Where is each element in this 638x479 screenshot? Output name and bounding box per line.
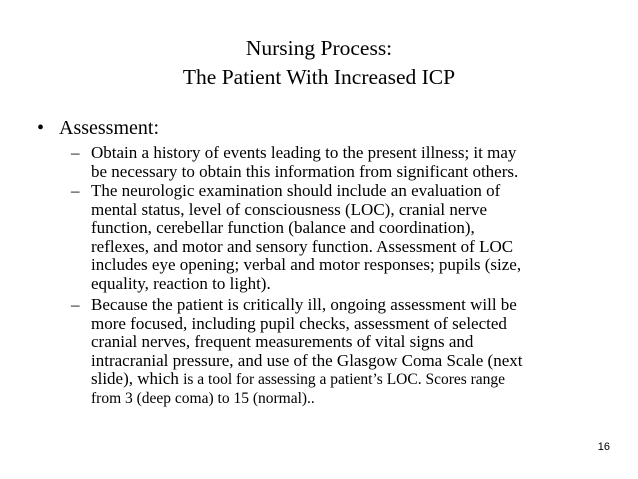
bullet-label: Assessment: <box>59 117 159 139</box>
page-number: 16 <box>597 441 610 453</box>
title-line-1: Nursing Process: <box>245 36 393 60</box>
dash-marker: – <box>71 143 80 162</box>
text-line: includes eye opening; verbal and motor responses; pupils (size, <box>91 255 522 275</box>
sub-item-history <box>71 144 611 181</box>
text-line: The neurologic examination should include an evaluation of <box>91 181 501 200</box>
text-line: cranial nerves, frequent measurements of vital signs and <box>91 332 474 352</box>
slide-title <box>0 34 638 92</box>
text-line: mental status, level of consciousness (LOC), cranial nerve <box>91 199 488 219</box>
text-line-small: is a tool for assessing a patient’s LOC. Scores range <box>183 371 506 389</box>
bullet-assessment <box>37 116 159 140</box>
text-line: be necessary to obtain this information from significant others. <box>91 161 519 181</box>
text-line-part: slide), which <box>91 369 184 389</box>
text-line: reflexes, and motor and sensory function. Assessment of LOC <box>91 236 514 256</box>
sub-item-ongoing-assessment <box>71 296 611 409</box>
text-line: equality, reaction to light). <box>91 273 271 293</box>
sub-item-neurologic-exam <box>71 182 611 294</box>
dash-marker: – <box>71 295 80 314</box>
text-line: Because the patient is critically ill, ongoing assessment will be <box>91 295 517 314</box>
title-line-2: The Patient With Increased ICP <box>182 65 456 89</box>
text-line: function, cerebellar function (balance and coordination), <box>91 218 475 238</box>
text-line: Obtain a history of events leading to the present illness; it may <box>91 143 517 162</box>
text-line: more focused, including pupil checks, assessment of selected <box>91 313 507 333</box>
dash-marker: – <box>71 181 80 200</box>
text-line: intracranial pressure, and use of the Glasgow Coma Scale (next <box>91 350 523 370</box>
bullet-marker: • <box>37 117 45 139</box>
text-line-small: from 3 (deep coma) to 15 (normal).. <box>91 389 315 407</box>
